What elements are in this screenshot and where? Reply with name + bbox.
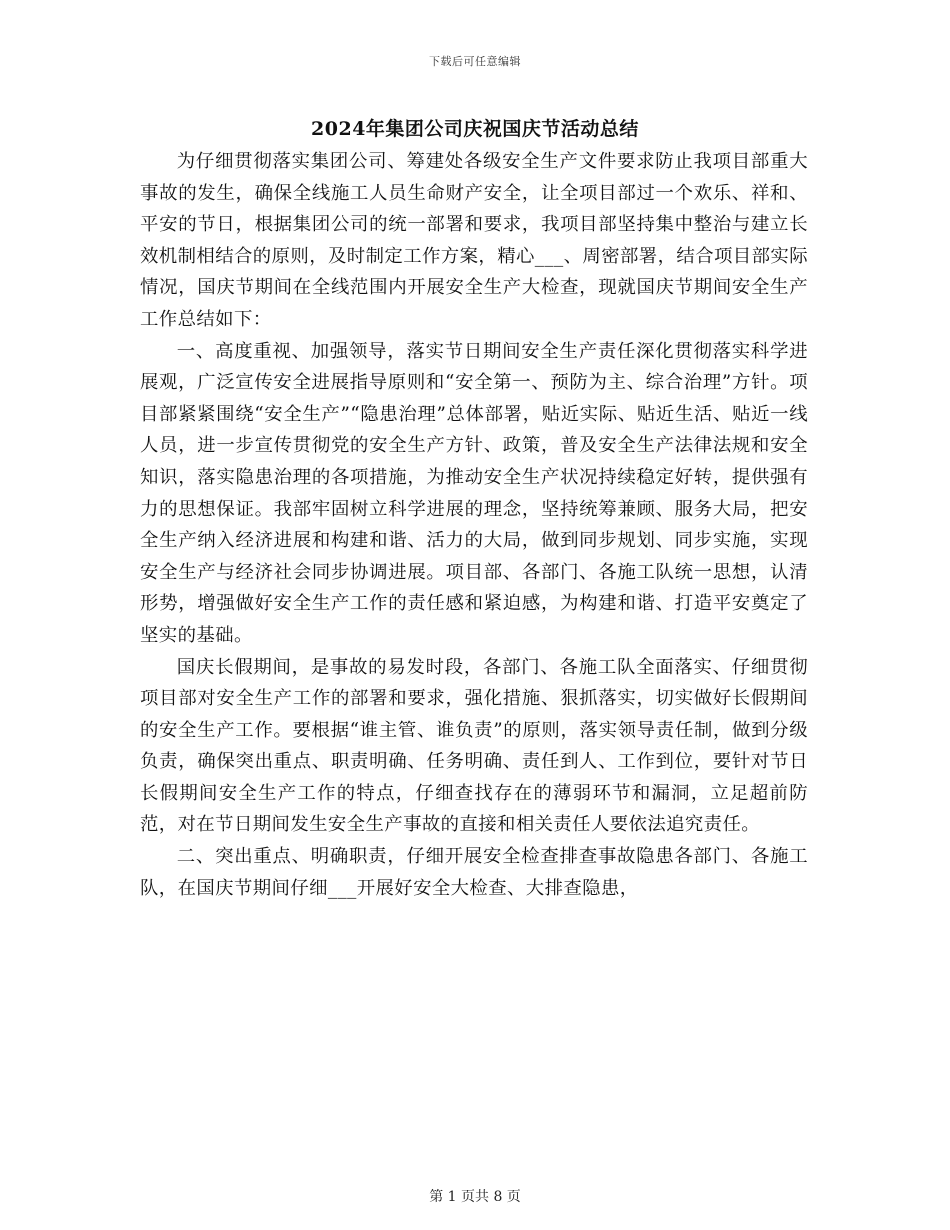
document-title: 2024年集团公司庆祝国庆节活动总结 [311,118,639,140]
paragraph-section-two: 二、突出重点、明确职责，仔细开展安全检查排查事故隐患各部门、各施工队，在国庆节期间仔细___开展好安全大检查、大排查隐患， [140,846,808,899]
paragraph-intro: 为仔细贯彻落实集团公司、筹建处各级安全生产文件要求防止我项目部重大事故的发生，确保全线施工人员生命财产安全，让全项目部过一个欢乐、祥和、平安的节日，根据集团公司的统一部署和要求，我项目部坚持集中整治与建立长效机制相结合的原则，及时制定工作方案，精心___、周密部署，结合项目部实际情况，国庆节期间在全线范围内开展安全生产大检查，现就国庆节期间安全生产工作总结如下： [140,151,808,330]
paragraph-holiday: 国庆长假期间，是事故的易发时段，各部门、各施工队全面落实、仔细贯彻项目部对安全生产工作的部署和要求，强化措施、狠抓落实，切实做好长假期间的安全生产工作。要根据“谁主管、谁负责”的原则，落实领导责任制，做到分级负责，确保突出重点、职责明确、任务明确、责任到人、工作到位，要针对节日长假期间安全生产工作的特点，仔细查找存在的薄弱环节和漏洞，立足超前防范，对在节日期间发生安全生产事故的直接和相关责任人要依法追究责任。 [140,656,808,836]
header-note: 下载后可任意编辑 [429,55,521,68]
paragraph-section-one: 一、高度重视、加强领导，落实节日期间安全生产责任深化贯彻落实科学进展观，广泛宣传安全进展指导原则和“安全第一、预防为主、综合治理”方针。项目部紧紧围绕“安全生产”“隐患治理”总体部署，贴近实际、贴近生活、贴近一线人员，进一步宣传贯彻党的安全生产方针、政策，普及安全生产法律法规和安全知识，落实隐患治理的各项措施，为推动安全生产状况持续稳定好转，提供强有力的思想保证。我部牢固树立科学进展的理念，坚持统筹兼顾、服务大局，把安全生产纳入经济进展和构建和谐、活力的大局，做到同步规划、同步实施，实现安全生产与经济社会同步协调进展。项目部、各部门、各施工队统一思想，认清形势，增强做好安全生产工作的责任感和紧迫感，为构建和谐、打造平安奠定了坚实的基础。 [140,340,808,646]
document-body [140,146,808,904]
page-footer: 第 1 页共 8 页 [429,1189,521,1205]
